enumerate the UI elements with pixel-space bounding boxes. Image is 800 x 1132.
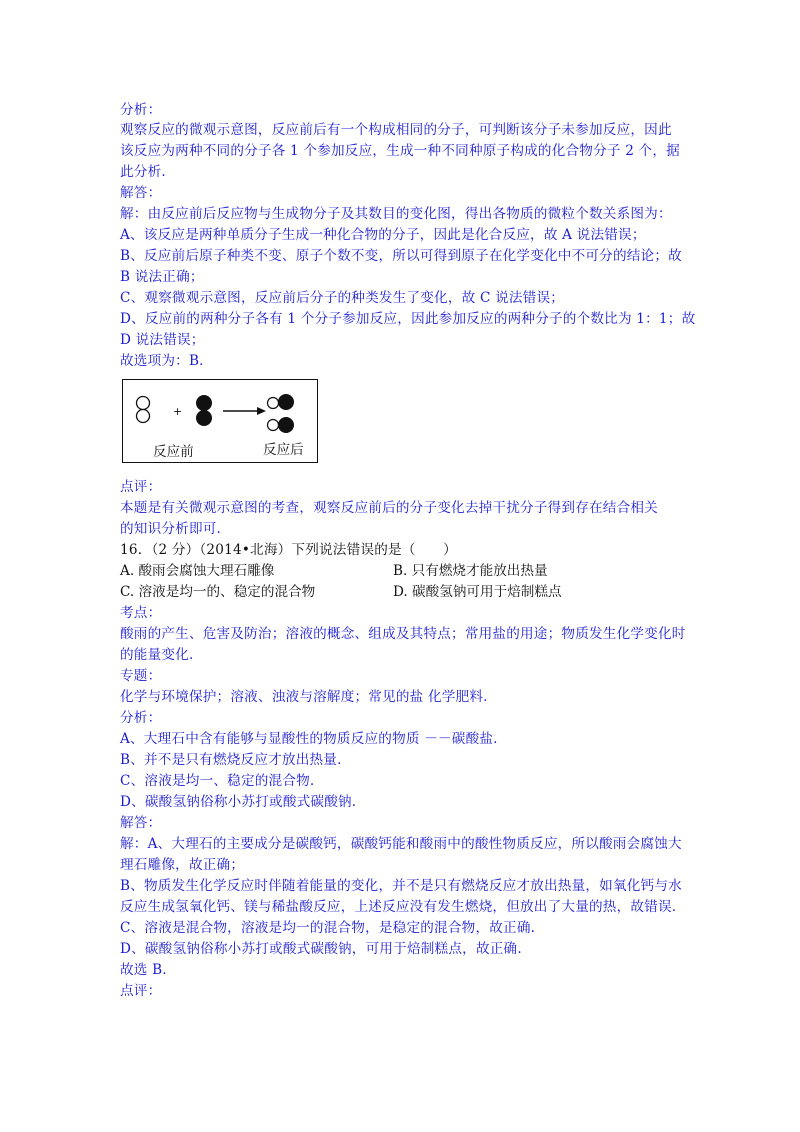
answer-text: C、溶液是混合物，溶液是均一的混合物，是稳定的混合物，故正确.: [120, 920, 536, 936]
answer-heading: 解答：: [120, 815, 162, 831]
answer-text: C、观察微观示意图，反应前后分子的种类发生了变化，故 C 说法错误；: [120, 290, 565, 306]
white-atom-icon: [137, 397, 150, 410]
kaodian-text: 酸雨的产生、危害及防治；溶液的概念、组成及其特点；常用盐的用途；物质发生化学变化时: [120, 626, 686, 642]
arrow-head-icon: [257, 407, 266, 415]
white-atom-icon: [268, 398, 279, 409]
analysis-text: A、大理石中含有能够与显酸性的物质反应的物质 －－碳酸盐.: [120, 731, 498, 747]
answer-text: 理石雕像，故正确；: [120, 857, 245, 873]
analysis-text: 该反应为两种不同的分子各 1 个参加反应，生成一种不同种原子构成的化合物分子 2 个，据: [120, 143, 680, 159]
black-atom-icon: [196, 410, 212, 426]
kaodian-heading: 考点：: [120, 605, 162, 621]
white-atom-icon: [137, 410, 150, 423]
option-b: B. 只有燃烧才能放出热量: [393, 563, 548, 579]
plus-sign: +: [173, 405, 183, 418]
analysis-text: 观察反应的微观示意图，反应前后有一个构成相同的分子，可判断该分子未参加反应，因此: [120, 122, 672, 138]
white-atom-icon: [268, 420, 279, 431]
comment-heading: 点评：: [120, 983, 162, 999]
answer-text: B 说法正确；: [120, 269, 204, 285]
comment-heading: 点评：: [120, 479, 162, 495]
analysis-heading: 分析：: [120, 710, 162, 726]
zhuanti-text: 化学与环境保护；溶液、浊液与溶解度；常见的盐 化学肥料.: [120, 689, 488, 705]
answer-text: A、该反应是两种单质分子生成一种化合物的分子，因此是化合反应，故 A 说法错误；: [120, 227, 646, 243]
option-d: D. 碳酸氢钠可用于焙制糕点: [393, 584, 562, 600]
label-after-reaction: 反应后: [263, 442, 304, 458]
zhuanti-heading: 专题：: [120, 668, 162, 684]
answer-text: B、物质发生化学反应时伴随着能量的变化，并不是只有燃烧反应才放出热量，如氧化钙与水: [120, 878, 682, 894]
analysis-text: C、溶液是均一、稳定的混合物.: [120, 773, 315, 789]
option-a: A. 酸雨会腐蚀大理石雕像: [120, 563, 275, 579]
analysis-text: 此分析.: [120, 164, 166, 180]
answer-text: 故选项为：B．: [120, 353, 213, 369]
answer-text: D、反应前的两种分子各有 1 个分子参加反应，因此参加反应的两种分子的个数比为 1：1；故: [120, 311, 696, 327]
reaction-diagram: [122, 379, 318, 463]
answer-text: 故选 B.: [120, 962, 167, 978]
answer-text: 解：A、大理石的主要成分是碳酸钙，碳酸钙能和酸雨中的酸性物质反应，所以酸雨会腐蚀大: [120, 836, 682, 852]
answer-text: B、反应前后原子种类不变、原子个数不变，所以可得到原子在化学变化中不可分的结论；故: [120, 248, 682, 264]
answer-heading: 解答：: [120, 185, 162, 201]
black-atom-icon: [196, 395, 212, 411]
kaodian-text: 的能量变化.: [120, 647, 194, 663]
black-atom-icon: [278, 417, 294, 433]
label-before-reaction: 反应前: [153, 444, 194, 460]
analysis-text: D、碳酸氢钠俗称小苏打或酸式碳酸钠.: [120, 794, 357, 810]
answer-text: 解：由反应前后反应物与生成物分子及其数目的变化图，得出各物质的微粒个数关系图为：: [120, 206, 672, 222]
option-c: C. 溶液是均一的、稳定的混合物: [120, 584, 316, 600]
analysis-text: B、并不是只有燃烧反应才放出热量.: [120, 752, 342, 768]
black-atom-icon: [278, 394, 294, 410]
comment-text: 本题是有关微观示意图的考查，观察反应前后的分子变化去掉干扰分子得到存在结合相关: [120, 500, 658, 516]
comment-text: 的知识分析即可.: [120, 521, 222, 537]
question-stem: 16．（2 分）（2014•北海）下列说法错误的是（ ）: [120, 542, 457, 558]
analysis-heading: 分析：: [120, 102, 162, 118]
answer-text: D、碳酸氢钠俗称小苏打或酸式碳酸钠，可用于焙制糕点，故正确.: [120, 941, 522, 957]
answer-text: D 说法错误；: [120, 332, 205, 348]
answer-text: 反应生成氢氧化钙、镁与稀盐酸反应，上述反应没有发生燃烧，但放出了大量的热，故错误.: [120, 899, 677, 915]
